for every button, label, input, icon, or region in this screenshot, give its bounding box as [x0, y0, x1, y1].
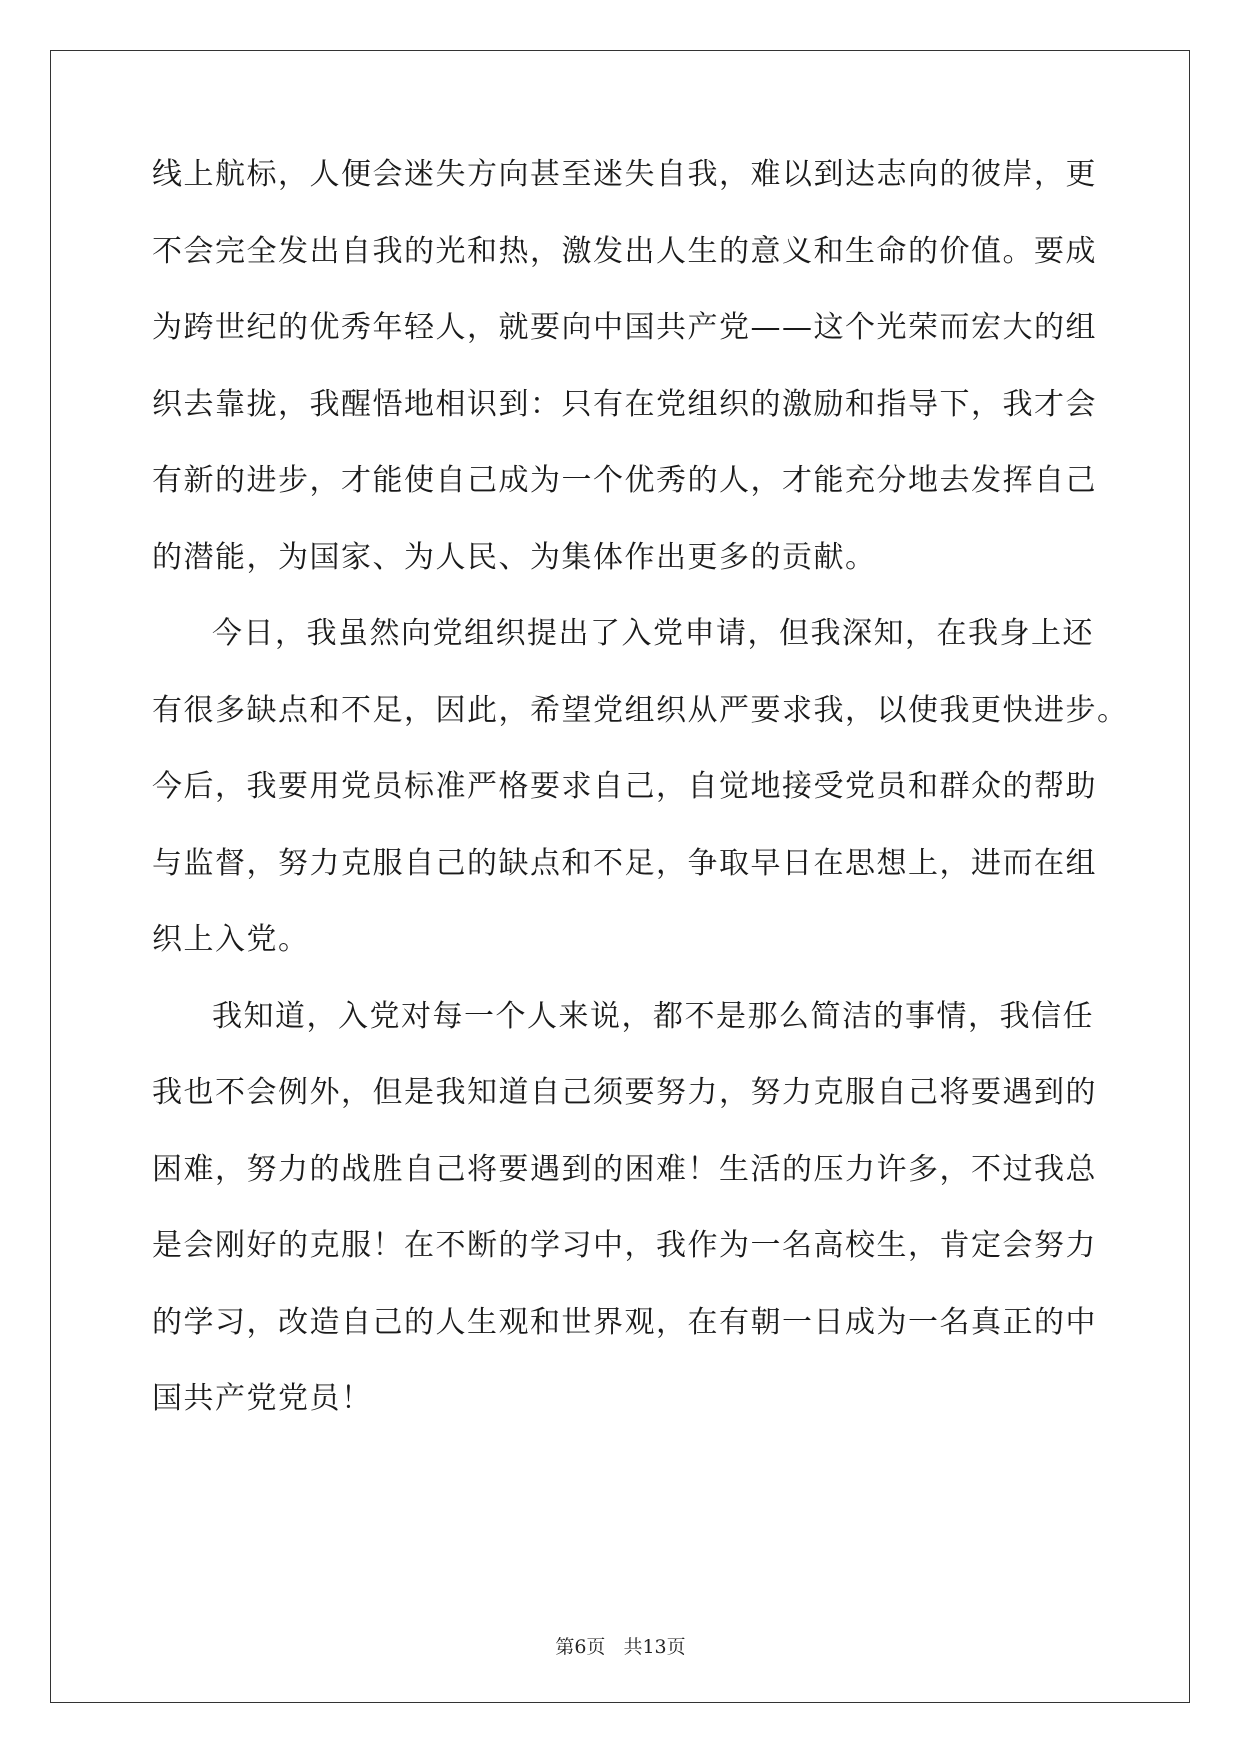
text-line: 为跨世纪的优秀年轻人，就要向中国共产党——这个光荣而宏大的组	[152, 310, 1097, 345]
text-line: 不会完全发出自我的光和热，激发出人生的意义和生命的价值。要成	[152, 233, 1097, 269]
text-line: 今日，我虽然向党组织提出了入党申请，但我深知，在我身上还	[212, 616, 1094, 651]
text-line: 是会刚好的克服！在不断的学习中，我作为一名高校生，肯定会努力	[152, 1228, 1097, 1263]
text-line: 有新的进步，才能使自己成为一个优秀的人，才能充分地去发挥自己	[152, 463, 1097, 498]
page-footer	[0, 1632, 1241, 1659]
document-body	[152, 157, 1129, 1461]
text-line: 国共产党党员！	[152, 1381, 373, 1416]
text-line: 线上航标，人便会迷失方向甚至迷失自我，难以到达志向的彼岸，更	[152, 157, 1097, 192]
total-pages: 共13页	[623, 1636, 686, 1658]
text-line: 今后，我要用党员标准严格要求自己，自觉地接受党员和群众的帮助	[152, 769, 1097, 804]
text-line: 有很多缺点和不足，因此，希望党组织从严要求我，以使我更快进步。	[152, 692, 1129, 728]
text-line: 织上入党。	[152, 922, 310, 957]
text-line: 的潜能，为国家、为人民、为集体作出更多的贡献。	[152, 539, 877, 575]
text-line: 织去靠拢，我醒悟地相识到：只有在党组织的激励和指导下，我才会	[152, 386, 1097, 422]
text-line: 困难，努力的战胜自己将要遇到的困难！生活的压力许多，不过我总	[152, 1151, 1097, 1187]
text-line: 与监督，努力克服自己的缺点和不足，争取早日在思想上，进而在组	[152, 845, 1097, 881]
text-line: 我知道，入党对每一个人来说，都不是那么简洁的事情，我信任	[212, 998, 1094, 1034]
page-number: 第6页	[555, 1636, 606, 1658]
text-line: 我也不会例外，但是我知道自己须要努力，努力克服自己将要遇到的	[152, 1075, 1097, 1110]
text-line: 的学习，改造自己的人生观和世界观，在有朝一日成为一名真正的中	[152, 1304, 1097, 1340]
